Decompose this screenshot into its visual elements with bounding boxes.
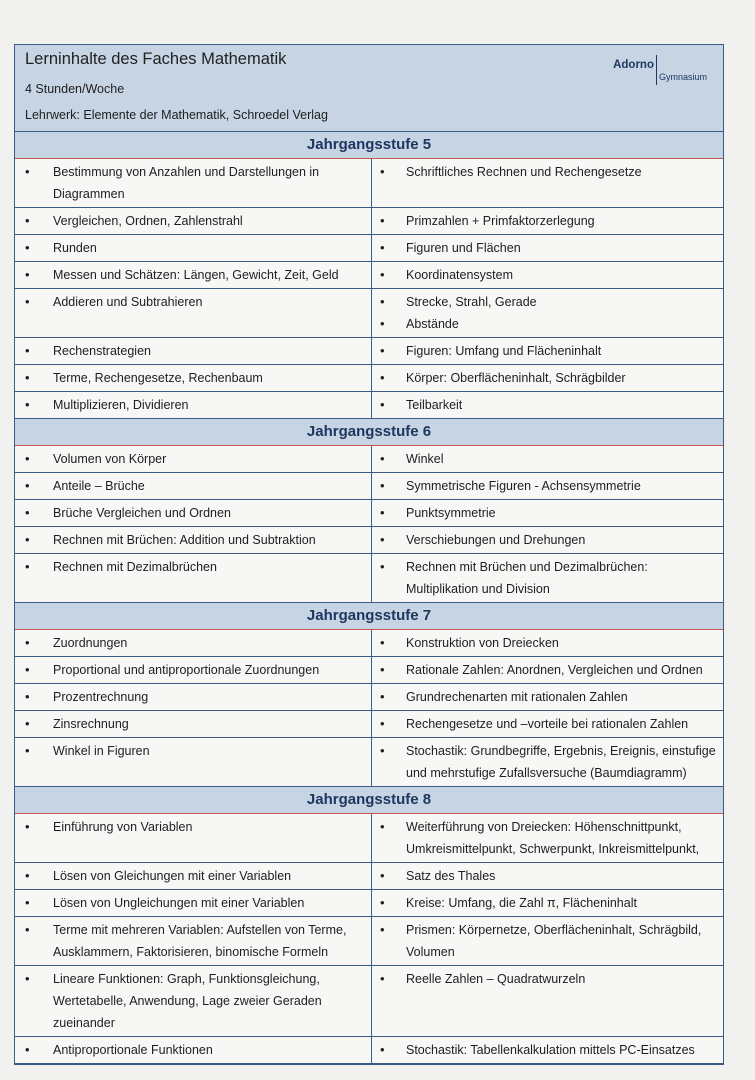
school-logo xyxy=(613,55,707,85)
topic-item: • Rechenstrategien xyxy=(53,340,367,362)
grade-heading: Jahrgangsstufe 5 xyxy=(15,132,723,159)
right-topic-cell xyxy=(372,738,723,786)
left-topic-cell xyxy=(15,630,372,656)
topic-item: • Verschiebungen und Drehungen xyxy=(406,529,719,551)
table-row xyxy=(15,159,723,208)
topic-item: • Stochastik: Grundbegriffe, Ergebnis, Ereignis, einstufige und mehrstufige Zufallsversuche (Baumdiagramm) xyxy=(406,740,719,784)
left-topic-cell xyxy=(15,527,372,553)
table-row xyxy=(15,1037,723,1064)
topic-item: • Lineare Funktionen: Graph, Funktionsgleichung, Wertetabelle, Anwendung, Lage zweier Geraden zueinander xyxy=(53,968,367,1034)
right-topic-cell xyxy=(372,473,723,499)
left-topic-cell xyxy=(15,966,372,1036)
table-row xyxy=(15,657,723,684)
right-topic-cell xyxy=(372,966,723,1036)
table-row xyxy=(15,262,723,289)
topic-item: • Rechnen mit Dezimalbrüchen xyxy=(53,556,367,578)
right-topic-cell xyxy=(372,446,723,472)
right-topic-cell xyxy=(372,657,723,683)
topic-item: • Terme, Rechengesetze, Rechenbaum xyxy=(53,367,367,389)
topic-item: • Anteile – Brüche xyxy=(53,475,367,497)
topic-item: • Rationale Zahlen: Anordnen, Vergleichen und Ordnen xyxy=(406,659,719,681)
right-topic-cell xyxy=(372,392,723,418)
topic-item: • Konstruktion von Dreiecken xyxy=(406,632,719,654)
left-topic-cell xyxy=(15,657,372,683)
table-row xyxy=(15,890,723,917)
topic-item: • Kreise: Umfang, die Zahl π, Flächeninhalt xyxy=(406,892,719,914)
topic-item: • Brüche Vergleichen und Ordnen xyxy=(53,502,367,524)
topic-item: • Rechnen mit Brüchen: Addition und Subtraktion xyxy=(53,529,367,551)
topic-item: • Punktsymmetrie xyxy=(406,502,719,524)
grade-heading: Jahrgangsstufe 8 xyxy=(15,787,723,814)
left-topic-cell xyxy=(15,890,372,916)
right-topic-cell xyxy=(372,863,723,889)
left-topic-cell xyxy=(15,1037,372,1063)
left-topic-cell xyxy=(15,262,372,288)
topic-item: • Symmetrische Figuren - Achsensymmetrie xyxy=(406,475,719,497)
table-row xyxy=(15,473,723,500)
right-topic-cell xyxy=(372,1037,723,1063)
right-topic-cell xyxy=(372,711,723,737)
table-row xyxy=(15,554,723,603)
left-topic-cell xyxy=(15,365,372,391)
right-topic-cell xyxy=(372,289,723,337)
topic-item: • Primzahlen + Primfaktorzerlegung xyxy=(406,210,719,232)
topic-item: • Multiplizieren, Dividieren xyxy=(53,394,367,416)
left-topic-cell xyxy=(15,814,372,862)
topic-item: • Prismen: Körpernetze, Oberflächeninhalt, Schrägbild, Volumen xyxy=(406,919,719,963)
right-topic-cell xyxy=(372,159,723,207)
topic-item: • Rechengesetze und –vorteile bei rationalen Zahlen xyxy=(406,713,719,735)
topic-item: • Schriftliches Rechnen und Rechengesetze xyxy=(406,161,719,183)
table-row xyxy=(15,208,723,235)
table-row xyxy=(15,863,723,890)
left-topic-cell xyxy=(15,235,372,261)
table-row xyxy=(15,338,723,365)
table-row xyxy=(15,966,723,1037)
right-topic-cell xyxy=(372,917,723,965)
table-row xyxy=(15,814,723,863)
left-topic-cell xyxy=(15,338,372,364)
logo-main-text: Adorno xyxy=(613,59,654,71)
right-topic-cell xyxy=(372,684,723,710)
left-topic-cell xyxy=(15,208,372,234)
table-row xyxy=(15,365,723,392)
topic-item: • Addieren und Subtrahieren xyxy=(53,291,367,313)
right-topic-cell xyxy=(372,554,723,602)
topic-item: • Proportional und antiproportionale Zuordnungen xyxy=(53,659,367,681)
left-topic-cell xyxy=(15,711,372,737)
topic-item: • Lösen von Ungleichungen mit einer Variablen xyxy=(53,892,367,914)
table-row xyxy=(15,738,723,787)
topic-item: • Satz des Thales xyxy=(406,865,719,887)
right-topic-cell xyxy=(372,527,723,553)
table-row xyxy=(15,500,723,527)
table-row xyxy=(15,289,723,338)
textbook-info: Lehrwerk: Elemente der Mathematik, Schroedel Verlag xyxy=(25,108,328,122)
topic-item: • Körper: Oberflächeninhalt, Schrägbilder xyxy=(406,367,719,389)
topic-item: • Weiterführung von Dreiecken: Höhenschnittpunkt, Umkreismittelpunkt, Schwerpunkt, Inkreismittelpunkt, xyxy=(406,816,719,860)
topic-item: • Messen und Schätzen: Längen, Gewicht, Zeit, Geld xyxy=(53,264,367,286)
document-title: Lerninhalte des Faches Mathematik xyxy=(25,50,287,68)
left-topic-cell xyxy=(15,684,372,710)
table-row xyxy=(15,630,723,657)
topic-item: • Runden xyxy=(53,237,367,259)
right-topic-cell xyxy=(372,262,723,288)
left-topic-cell xyxy=(15,554,372,602)
curriculum-table xyxy=(14,44,724,1065)
topic-item: • Winkel in Figuren xyxy=(53,740,367,762)
topic-item: • Reelle Zahlen – Quadratwurzeln xyxy=(406,968,719,990)
table-header xyxy=(15,45,723,132)
right-topic-cell xyxy=(372,208,723,234)
left-topic-cell xyxy=(15,446,372,472)
topic-item: • Bestimmung von Anzahlen und Darstellungen in Diagrammen xyxy=(53,161,367,205)
grades-container xyxy=(15,132,723,1064)
logo-sub-text: Gymnasium xyxy=(658,72,707,82)
topic-item: • Einführung von Variablen xyxy=(53,816,367,838)
topic-item: • Figuren und Flächen xyxy=(406,237,719,259)
topic-item: • Grundrechenarten mit rationalen Zahlen xyxy=(406,686,719,708)
right-topic-cell xyxy=(372,235,723,261)
topic-item: • Rechnen mit Brüchen und Dezimalbrüchen: Multiplikation und Division xyxy=(406,556,719,600)
topic-item: • Terme mit mehreren Variablen: Aufstellen von Terme, Ausklammern, Faktorisieren, binomische Formeln xyxy=(53,919,367,963)
right-topic-cell xyxy=(372,814,723,862)
topic-item: • Koordinatensystem xyxy=(406,264,719,286)
right-topic-cell xyxy=(372,500,723,526)
topic-item: • Stochastik: Tabellenkalkulation mittels PC-Einsatzes xyxy=(406,1039,719,1061)
left-topic-cell xyxy=(15,917,372,965)
grade-heading: Jahrgangsstufe 6 xyxy=(15,419,723,446)
left-topic-cell xyxy=(15,289,372,337)
topic-item: • Antiproportionale Funktionen xyxy=(53,1039,367,1061)
topic-item: • Zinsrechnung xyxy=(53,713,367,735)
topic-item: • Prozentrechnung xyxy=(53,686,367,708)
topic-item: • Volumen von Körper xyxy=(53,448,367,470)
right-topic-cell xyxy=(372,890,723,916)
right-topic-cell xyxy=(372,365,723,391)
left-topic-cell xyxy=(15,738,372,786)
topic-item: • Vergleichen, Ordnen, Zahlenstrahl xyxy=(53,210,367,232)
table-row xyxy=(15,684,723,711)
table-row xyxy=(15,711,723,738)
right-topic-cell xyxy=(372,630,723,656)
grade-heading: Jahrgangsstufe 7 xyxy=(15,603,723,630)
topic-item: • Figuren: Umfang und Flächeninhalt xyxy=(406,340,719,362)
table-row xyxy=(15,917,723,966)
topic-item: • Winkel xyxy=(406,448,719,470)
topic-item: • Abstände xyxy=(406,313,719,335)
topic-item: • Strecke, Strahl, Gerade xyxy=(406,291,719,313)
left-topic-cell xyxy=(15,392,372,418)
hours-per-week: 4 Stunden/Woche xyxy=(25,82,125,96)
left-topic-cell xyxy=(15,863,372,889)
table-row xyxy=(15,527,723,554)
right-topic-cell xyxy=(372,338,723,364)
left-topic-cell xyxy=(15,159,372,207)
table-row xyxy=(15,392,723,419)
topic-item: • Lösen von Gleichungen mit einer Variablen xyxy=(53,865,367,887)
left-topic-cell xyxy=(15,500,372,526)
topic-item: • Teilbarkeit xyxy=(406,394,719,416)
left-topic-cell xyxy=(15,473,372,499)
table-row xyxy=(15,446,723,473)
topic-item: • Zuordnungen xyxy=(53,632,367,654)
table-row xyxy=(15,235,723,262)
